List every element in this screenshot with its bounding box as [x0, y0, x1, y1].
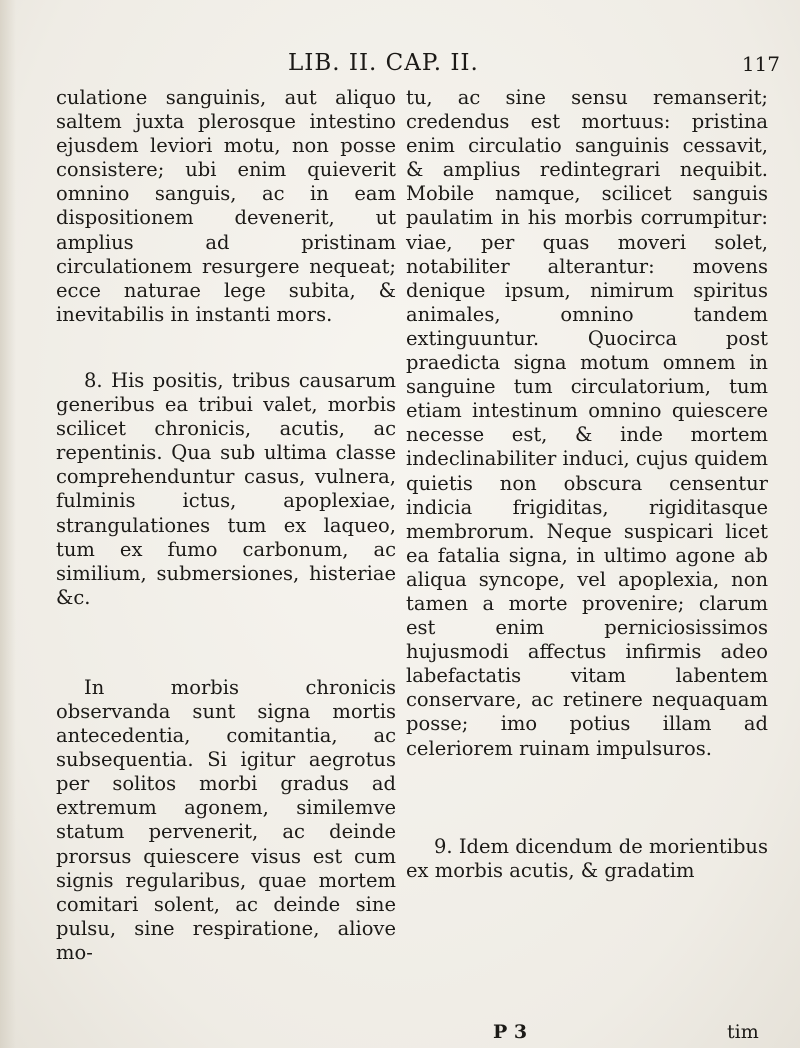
left-column [56, 86, 396, 965]
paragraph-8: 8. His positis, tribus causarum generibus ea tribui valet, morbis scilicet chronicis, acutis, ac repentinis. Qua sub ultima classe comprehenduntur casus, vulnera, fulminis ictus, apoplexiae, strangulationes tum ex laqueo, tum ex fumo carbonum, ac similium, submersiones, histeriae &c. [56, 368, 396, 609]
paragraph-9: 9. Idem dicendum de morientibus ex morbis acutis, & gradatim [406, 834, 768, 882]
right-column [406, 86, 768, 883]
catchword: tim [727, 1021, 759, 1043]
page-number: 117 [741, 52, 780, 76]
paragraph-continued: culatione sanguinis, aut aliquo saltem juxta plerosque intestino ejusdem leviori motu, non posse consistere; ubi enim quieverit omnino sanguis, ac in eam dispositionem devenerit, ut amplius ad pristinam circulationem resurgere nequeat; ecce naturae lege subita, & inevitabilis in instanti mors. [56, 86, 396, 326]
gutter-shadow [0, 0, 16, 1048]
paragraph-continued-right: tu, ac sine sensu remanserit; credendus est mortuus: pristina enim circulatio sanguinis cessavit, & amplius redintegrari nequibit. Mobile namque, scilicet sanguis paulatim in his morbis corrumpitur: viae, per quas moveri solet, notabiliter alterantur: movens denique ipsum, nimirum spiritus animales, omnino tandem extinguuntur. Quocirca post praedicta signa motum omnem in sanguine tum circulatorium, tum etiam intestinum omnino quiescere necesse est, & inde mortem indeclinabiliter induci, cujus quidem quietis non obscura censentur indicia frigiditas, rigiditasque membrorum. Neque suspicari licet ea fatalia signa, in ultimo agone ab aliqua syncope, vel apoplexia, non tamen a morte provenire; clarum est enim perniciosissimos hujusmodi affectus infirmis adeo labefactatis vitam labentem conservare, ac retinere nequaquam posse; imo potius illam ad celeriorem ruinam impulsuros. [406, 86, 768, 760]
signature-mark: P 3 [493, 1021, 528, 1043]
running-head: LIB. II. CAP. II. [288, 50, 479, 76]
page-header [0, 50, 800, 84]
paragraph-chronic: In morbis chronicis observanda sunt signa mortis antecedentia, comitantia, ac subsequentia. Si igitur aegrotus per solitos morbi gradus ad extremum agonem, similemve statum pervenerit, ac deinde prorsus quiescere visus est cum signis regularibus, quae mortem comitari solent, ac deinde sine pulsu, sine respiratione, aliove mo- [56, 675, 396, 964]
